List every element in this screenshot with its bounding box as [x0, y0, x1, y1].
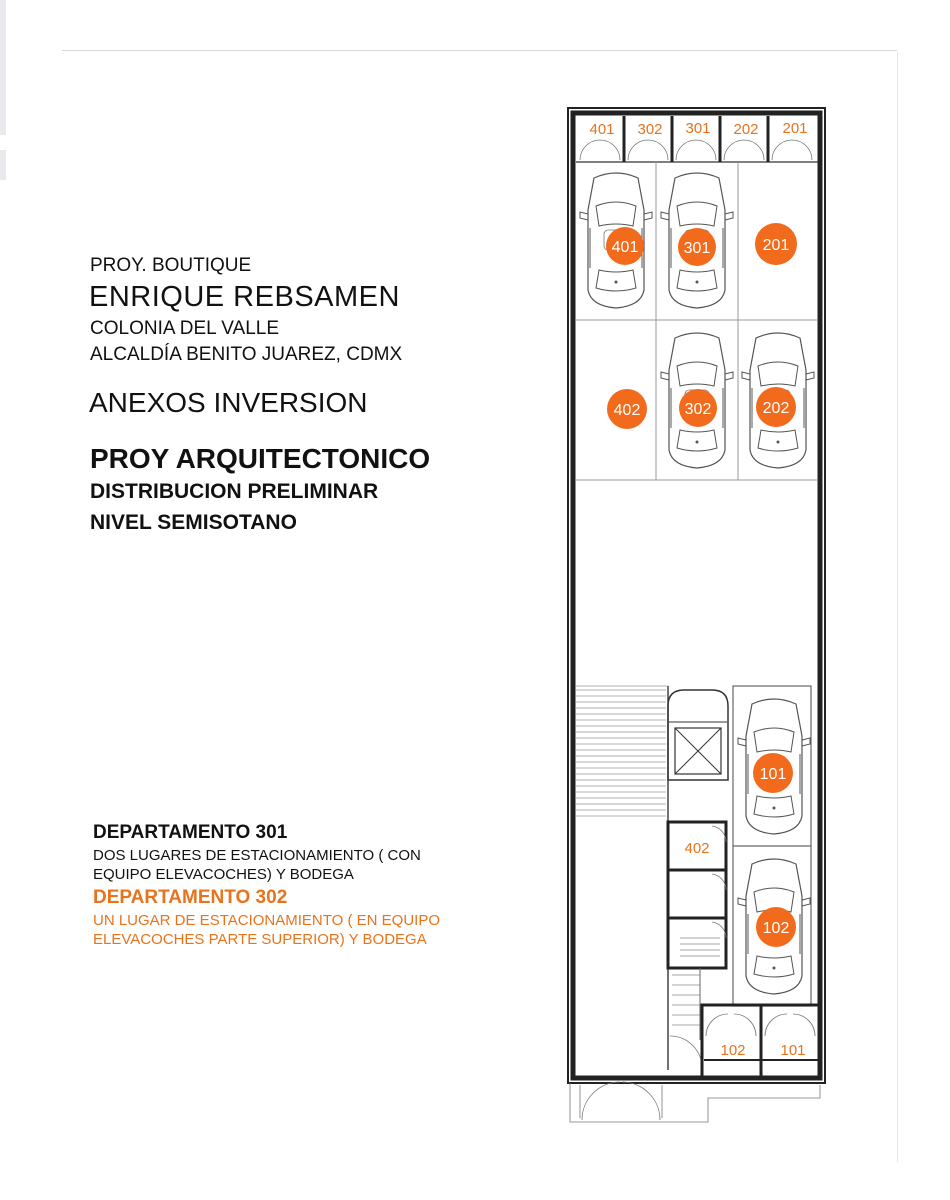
badge-401-label: 401 — [611, 239, 639, 256]
storage-label-201: 201 — [782, 120, 808, 137]
drawing-title: PROY ARQUITECTONICO — [90, 443, 431, 474]
project-borough: ALCALDÍA BENITO JUAREZ, CDMX — [90, 344, 403, 365]
project-colony: COLONIA DEL VALLE — [90, 318, 280, 339]
elevator-shaft — [668, 690, 728, 780]
drawing-level: NIVEL SEMISOTANO — [90, 511, 297, 534]
bottom-storage-lockers — [702, 1005, 820, 1078]
badge-402-label: 402 — [613, 402, 641, 419]
badge-102-label: 102 — [762, 920, 790, 937]
badge-302-label: 302 — [684, 401, 712, 418]
dept301-desc-line2: EQUIPO ELEVACOCHES) Y BODEGA — [93, 866, 354, 883]
entrance — [570, 1082, 820, 1122]
dept301-title: DEPARTAMENTO 301 — [93, 822, 288, 843]
dept302-desc-line2: ELEVACOCHES PARTE SUPERIOR) Y BODEGA — [93, 931, 427, 948]
dept302-title: DEPARTAMENTO 302 — [93, 887, 288, 908]
storage-label-202: 202 — [733, 121, 759, 138]
parking-bays-lower — [733, 686, 811, 1006]
top-storage-lockers — [580, 116, 812, 162]
dept301-desc-line1: DOS LUGARES DE ESTACIONAMIENTO ( CON — [93, 847, 421, 864]
project-type: PROY. BOUTIQUE — [90, 255, 252, 276]
badge-202-label: 202 — [762, 400, 790, 417]
project-name: ENRIQUE REBSAMEN — [89, 281, 400, 313]
storage-label-302: 302 — [637, 121, 663, 138]
storage-label-101: 101 — [780, 1042, 806, 1059]
storage-label-102: 102 — [720, 1042, 746, 1059]
storage-column — [668, 822, 726, 1068]
annex-title: ANEXOS INVERSION — [89, 387, 368, 418]
parking-badges — [606, 223, 797, 429]
badge-301-label: 301 — [683, 240, 711, 257]
storage-label-402: 402 — [684, 840, 710, 857]
ramp — [576, 686, 668, 1070]
storage-label-401: 401 — [589, 121, 615, 138]
badge-201-label: 201 — [762, 237, 790, 254]
badge-101-label: 101 — [759, 766, 787, 783]
drawing-subtitle: DISTRIBUCION PRELIMINAR — [90, 480, 379, 503]
storage-label-301: 301 — [685, 120, 711, 137]
dept302-desc-line1: UN LUGAR DE ESTACIONAMIENTO ( EN EQUIPO — [93, 912, 440, 929]
